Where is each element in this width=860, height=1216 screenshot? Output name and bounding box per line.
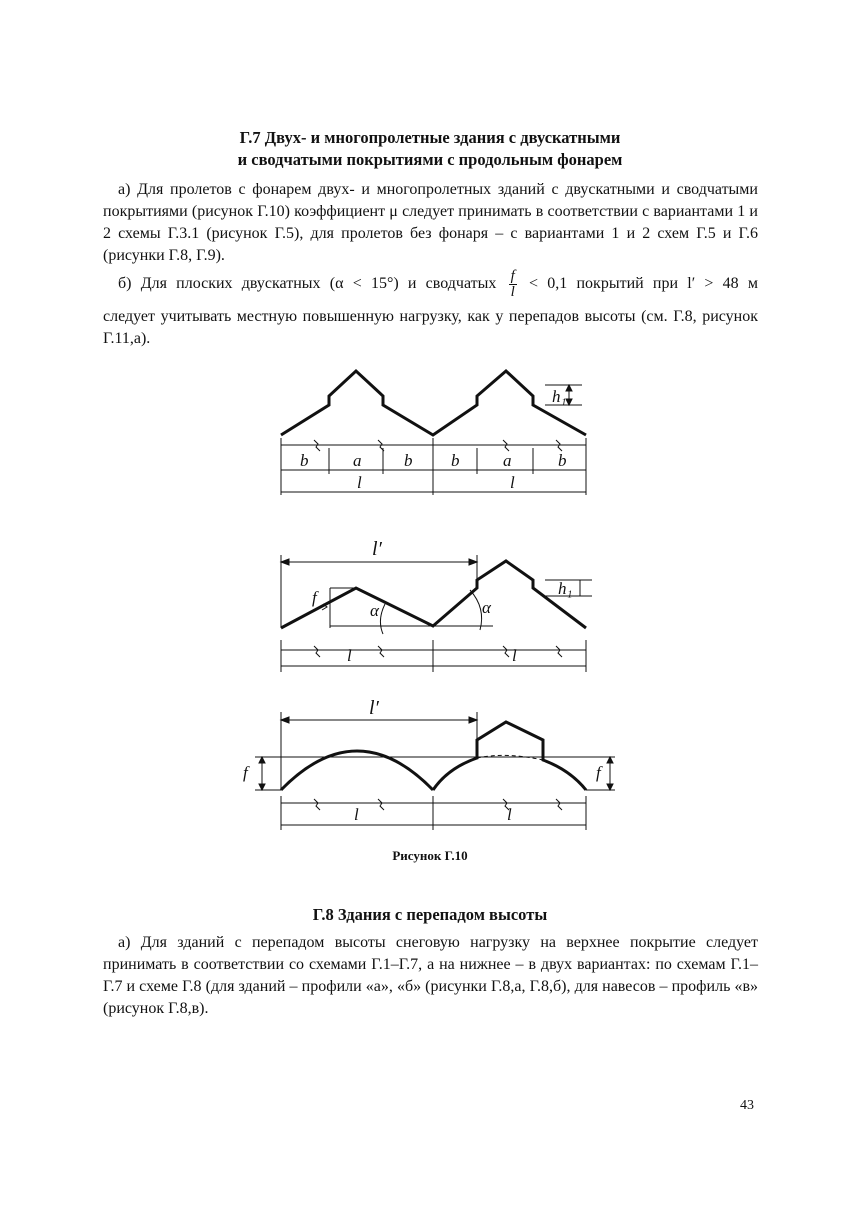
d3-label-f-right: f	[596, 763, 601, 782]
d3-label-l2: l	[507, 805, 512, 824]
paragraph-b-line2: следует учитывать местную повышенную нагрузку, как у перепадов высоты (см. Г.8, рисунок Г.11,а).	[103, 308, 758, 347]
d2-label-l1: l	[347, 646, 352, 665]
section-g7-title-line2: и сводчатыми покрытиями с продольным фонарем	[237, 150, 623, 169]
d3-label-l1: l	[354, 805, 359, 824]
fraction-numerator: f	[510, 267, 515, 284]
d2-label-l2: l	[512, 646, 517, 665]
diagram-3-vault-profile	[255, 712, 615, 830]
d1-label-l2: l	[510, 473, 515, 492]
d3-label-f-left: f	[243, 763, 248, 782]
paragraph-b-part2: < 0,1 покрытий при l′ > 48 м	[529, 275, 759, 292]
d2-label-alpha1: α	[370, 601, 379, 620]
d2-label-alpha2: α	[482, 598, 491, 617]
d1-label-a1: a	[353, 451, 362, 470]
figure-caption: Рисунок Г.10	[392, 848, 468, 863]
d1-label-b2: b	[404, 451, 413, 470]
d2-label-lprime: l′	[372, 538, 382, 560]
d3-label-lprime: l′	[369, 697, 379, 719]
section-g7-title-line1: Г.7 Двух- и многопролетные здания с двускатными	[239, 128, 621, 147]
d1-label-b4: b	[558, 451, 567, 470]
paragraph-a: а) Для пролетов с фонарем двух- и многопролетных зданий с двускатными и сводчатыми покрытиями (рисунок Г.10) коэффициент μ следует принимать в соответствии с вариантами 1 и 2 схемы Г.3.1 (рисунок Г.5), для пролетов без фонаря – с вариантами 1 и 2 схем Г.5 и Г.6 (рисунки Г.8, Г.9).	[103, 181, 758, 264]
section-g8-title: Г.8 Здания с перепадом высоты	[312, 905, 548, 924]
d1-label-l1: l	[357, 473, 362, 492]
d1-label-b1: b	[300, 451, 309, 470]
section-g8-paragraph-a: а) Для зданий с перепадом высоты снеговую нагрузку на верхнее покрытие следует принимать в соответствии со схемами Г.1–Г.7, а на нижнее – в двух вариантах: по схемам Г.1–Г.7 и схеме Г.8 (для зданий – профили «а», «б» (рисунки Г.8,а, Г.8,б), для навесов – профиль «в» (рисунок Г.8,в).	[103, 934, 758, 1017]
fraction-denominator: l	[510, 283, 515, 300]
page-number: 43	[740, 1098, 754, 1113]
d2-label-f: f	[312, 588, 317, 607]
diagram-1-roof-profile	[281, 371, 586, 495]
d2-label-h1: h₁	[558, 579, 573, 598]
paragraph-b-part1: б) Для плоских двускатных (α < 15°) и сводчатых	[118, 275, 497, 292]
d1-label-a2: a	[503, 451, 512, 470]
d1-label-b3: b	[451, 451, 460, 470]
diagram-2-roof-profile	[281, 555, 592, 672]
d1-label-h1: h₁	[552, 387, 567, 406]
